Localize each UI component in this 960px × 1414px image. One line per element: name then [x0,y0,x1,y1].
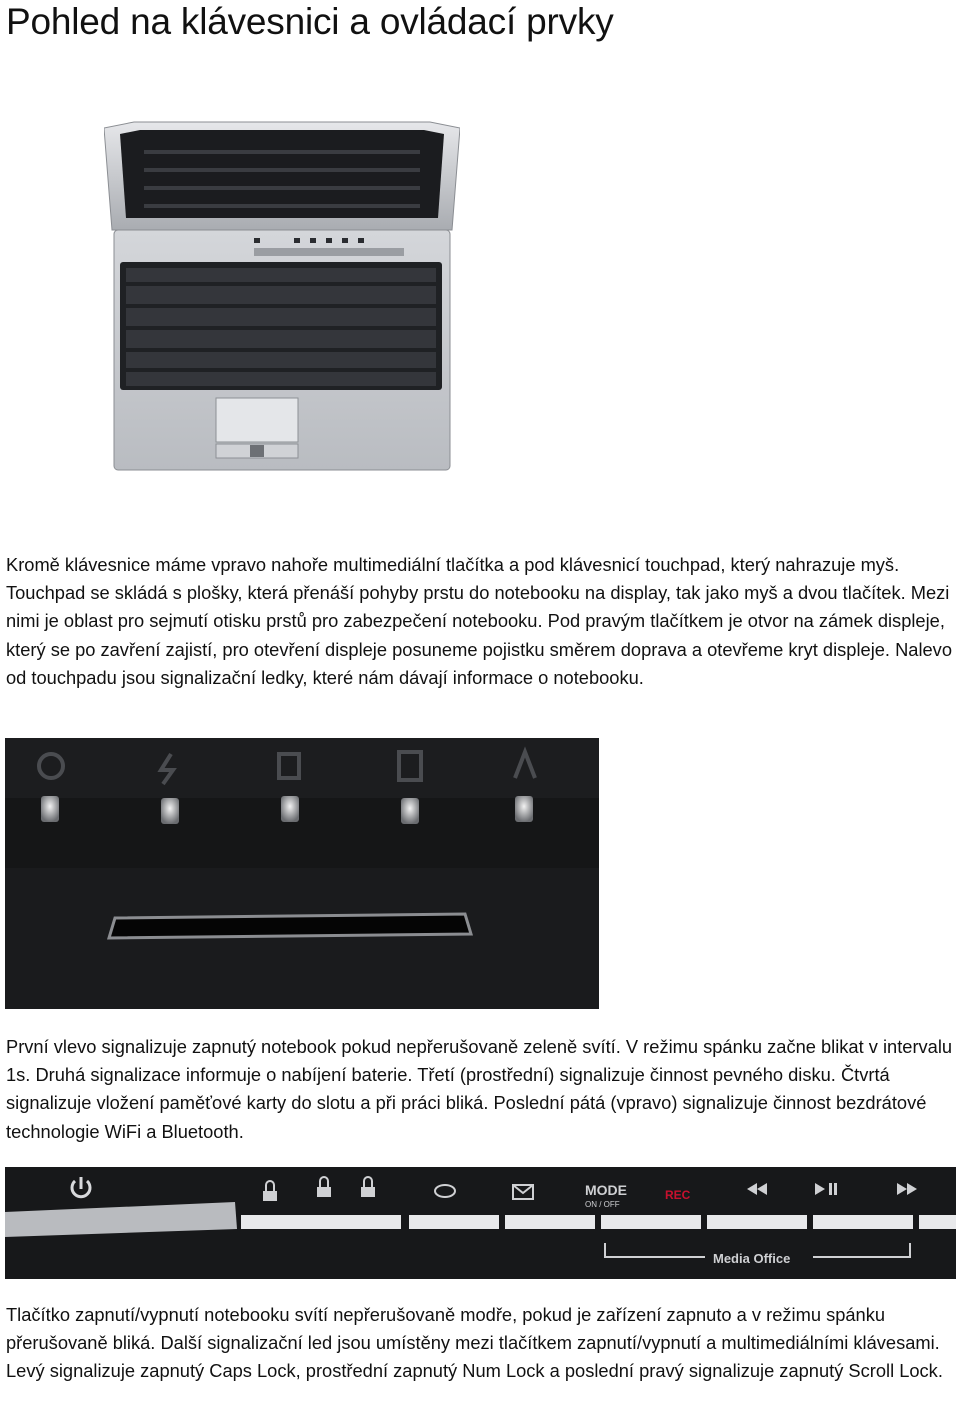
status-leds-image [5,738,599,1009]
paragraph-keyboard: Kromě klávesnice máme vpravo nahoře multimediální tlačítka a pod klávesnicí touchpad, který nahrazuje myš. Touchpad se skládá s plošky, která přenáší pohyby prstu do notebooku na display, tak jako myš a dvou tlačítek. Mezi nimi je oblast pro sejmutí otisku prstů pro zabezpečení notebooku. Pod pravým tlačítkem je otvor na zámek displeje, který se po zavření zajistí, pro otevření displeje posuneme pojistku směrem doprava a otevřeme kryt displeje. Nalevo od touchpadu jsou signalizační ledky, které nám dávají informace o notebooku. [6,554,952,688]
rec-label: REC [665,1188,691,1202]
mode-sub-label: ON / OFF [585,1200,620,1209]
media-buttons-illustration [5,1167,956,1279]
media-office-label: Media Office [713,1251,791,1266]
status-leds-illustration [5,738,599,1009]
laptop-top-view-image [104,120,460,476]
media-buttons-image [5,1167,956,1279]
page-title: Pohled na klávesnici a ovládací prvky [6,1,614,42]
laptop-illustration [104,120,460,476]
paragraph-power-button: Tlačítko zapnutí/vypnutí notebooku svítí nepřerušovaně modře, pokud je zařízení zapnuto a v režimu spánku přerušovaně bliká. Další signalizační led jsou umístěny mezi tlačítkem zapnutí/vypnutí a multimediálními klávesami. Levý signalizuje zapnutý Caps Lock, prostřední zapnutý Num Lock a poslední pravý signalizuje zapnutý Scroll Lock. [6,1304,943,1382]
paragraph-leds: První vlevo signalizuje zapnutý notebook pokud nepřerušovaně zeleně svítí. V režimu spánku začne blikat v intervalu 1s. Druhá signalizace informuje o nabíjení baterie. Třetí (prostřední) signalizuje činnost pevného disku. Čtvrtá signalizuje vložení paměťové karty do slotu a při práci bliká. Poslední pátá (vpravo) signalizuje činnost bezdrátové technologie WiFi a Bluetooth. [6,1036,953,1142]
mode-label: MODE [585,1182,627,1198]
